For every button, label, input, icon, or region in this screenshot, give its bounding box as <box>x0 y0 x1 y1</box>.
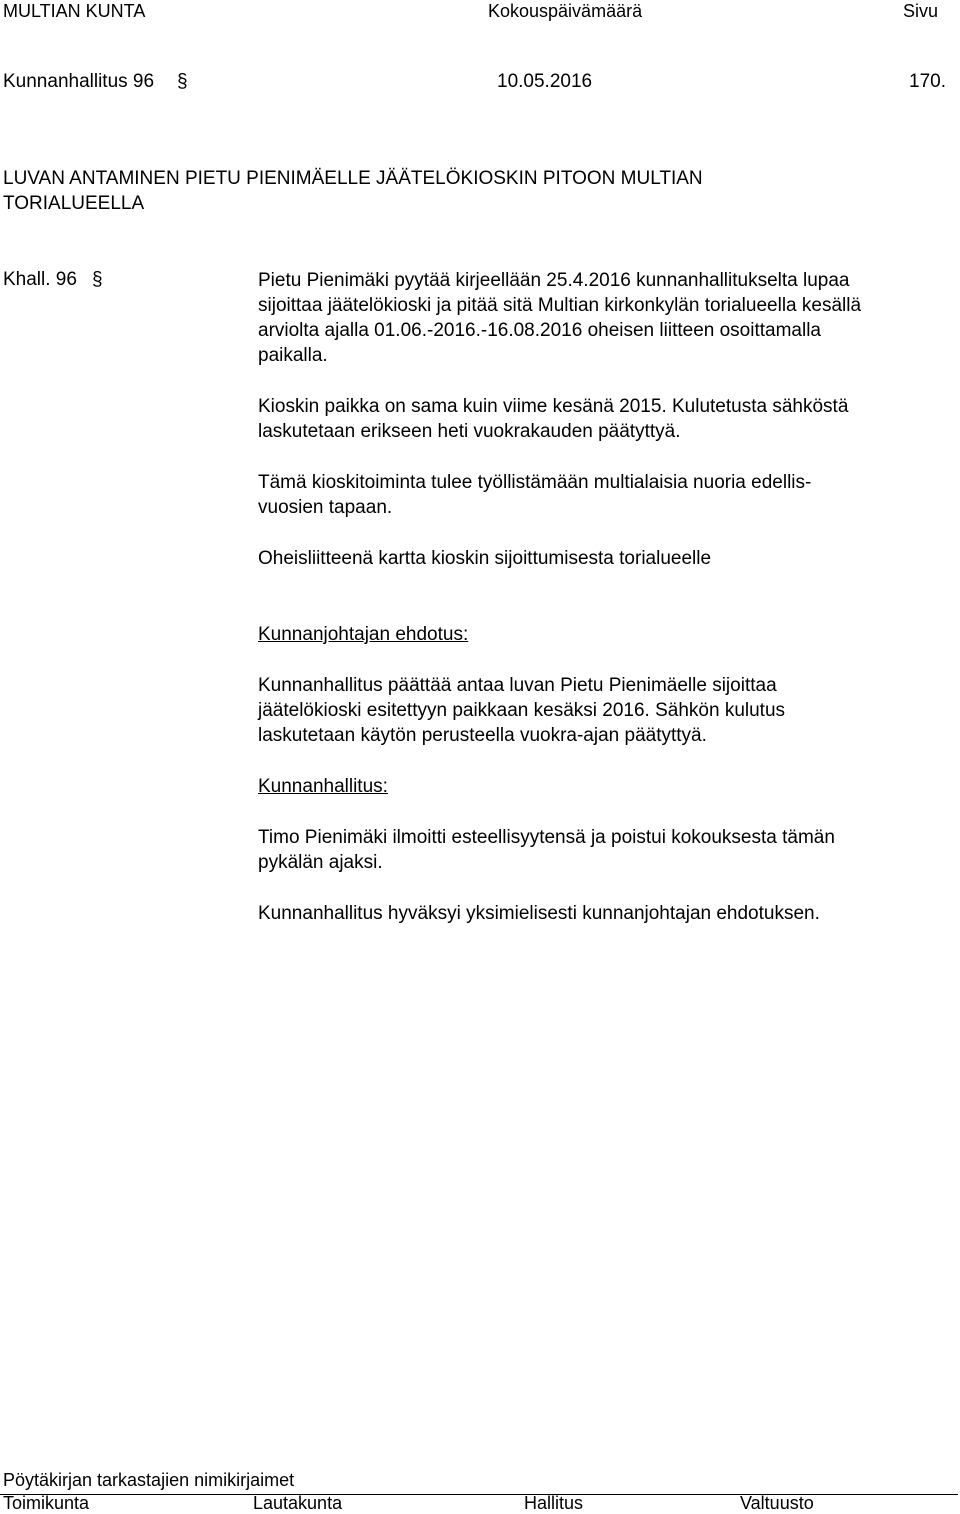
page-number: 170. <box>909 71 946 92</box>
text-line: Kioskin paikka on sama kuin viime kesänä 2015. Kulutetusta sähköstä <box>258 396 849 417</box>
footer-col-hallitus: Hallitus <box>524 1493 584 1513</box>
text-line: laskutetaan erikseen heti vuokrakauden päätyttyä. <box>258 421 681 442</box>
paragraph-request <box>258 268 948 368</box>
text-line: Oheisliitteenä kartta kioskin sijoittumisesta torialueelle <box>258 548 712 569</box>
paragraph-attachment <box>258 546 948 571</box>
text-line: Pietu Pienimäki pyytää kirjeellään 25.4.2016 kunnanhallitukselta lupaa <box>258 270 850 291</box>
section-mark: § <box>177 71 188 92</box>
reference-section-mark: § <box>92 269 103 290</box>
org-name: MULTIAN KUNTA <box>3 1 146 21</box>
text-line: vuosien tapaan. <box>258 497 393 518</box>
proposal-heading: Kunnanjohtajan ehdotus: <box>258 624 469 645</box>
footer-col-toimikunta: Toimikunta <box>3 1493 90 1513</box>
text-line: Timo Pienimäki ilmoitti esteellisyytensä ja poistui kokouksesta tämän <box>258 827 835 848</box>
text-line: Kunnanhallitus hyväksyi yksimielisesti kunnanjohtajan ehdotuksen. <box>258 903 820 924</box>
meeting-body: Kunnanhallitus 96 <box>3 71 155 92</box>
footer-rule <box>0 1494 958 1495</box>
footer-col-valtuusto: Valtuusto <box>740 1493 814 1513</box>
title-line-2: TORIALUEELLA <box>3 193 145 214</box>
meeting-date: 10.05.2016 <box>497 71 593 92</box>
text-line: sijoittaa jäätelökioski ja pitää sitä Multian kirkonkylän torialueella kesällä <box>258 295 862 316</box>
paragraph-employment <box>258 470 948 520</box>
paragraph-location <box>258 394 948 444</box>
text-line: laskutetaan käytön perusteella vuokra-ajan päätyttyä. <box>258 725 707 746</box>
title-line-1: LUVAN ANTAMINEN PIETU PIENIMÄELLE JÄÄTELÖKIOSKIN PITOON MULTIAN <box>3 168 703 189</box>
decision-recusal <box>258 825 948 875</box>
text-line: arviolta ajalla 01.06.-2016.-16.08.2016 oheisen liitteen osoittamalla <box>258 320 821 341</box>
date-label: Kokouspäivämäärä <box>488 1 643 21</box>
decision-approval <box>258 901 948 926</box>
footer-col-lautakunta: Lautakunta <box>253 1493 343 1513</box>
reference-label: Khall. 96 <box>3 269 77 290</box>
text-line: Kunnanhallitus päättää antaa luvan Pietu Pienimäelle sijoittaa <box>258 675 777 696</box>
text-line: paikalla. <box>258 345 328 366</box>
decision-heading: Kunnanhallitus: <box>258 776 388 797</box>
footer-title: Pöytäkirjan tarkastajien nimikirjaimet <box>3 1470 295 1490</box>
page-label: Sivu <box>903 1 939 21</box>
text-line: Tämä kioskitoiminta tulee työllistämään multialaisia nuoria edellis- <box>258 472 812 493</box>
text-line: jäätelökioski esitettyyn paikkaan kesäksi 2016. Sähkön kulutus <box>258 700 786 721</box>
text-line: pykälän ajaksi. <box>258 852 383 873</box>
proposal-text <box>258 673 948 748</box>
